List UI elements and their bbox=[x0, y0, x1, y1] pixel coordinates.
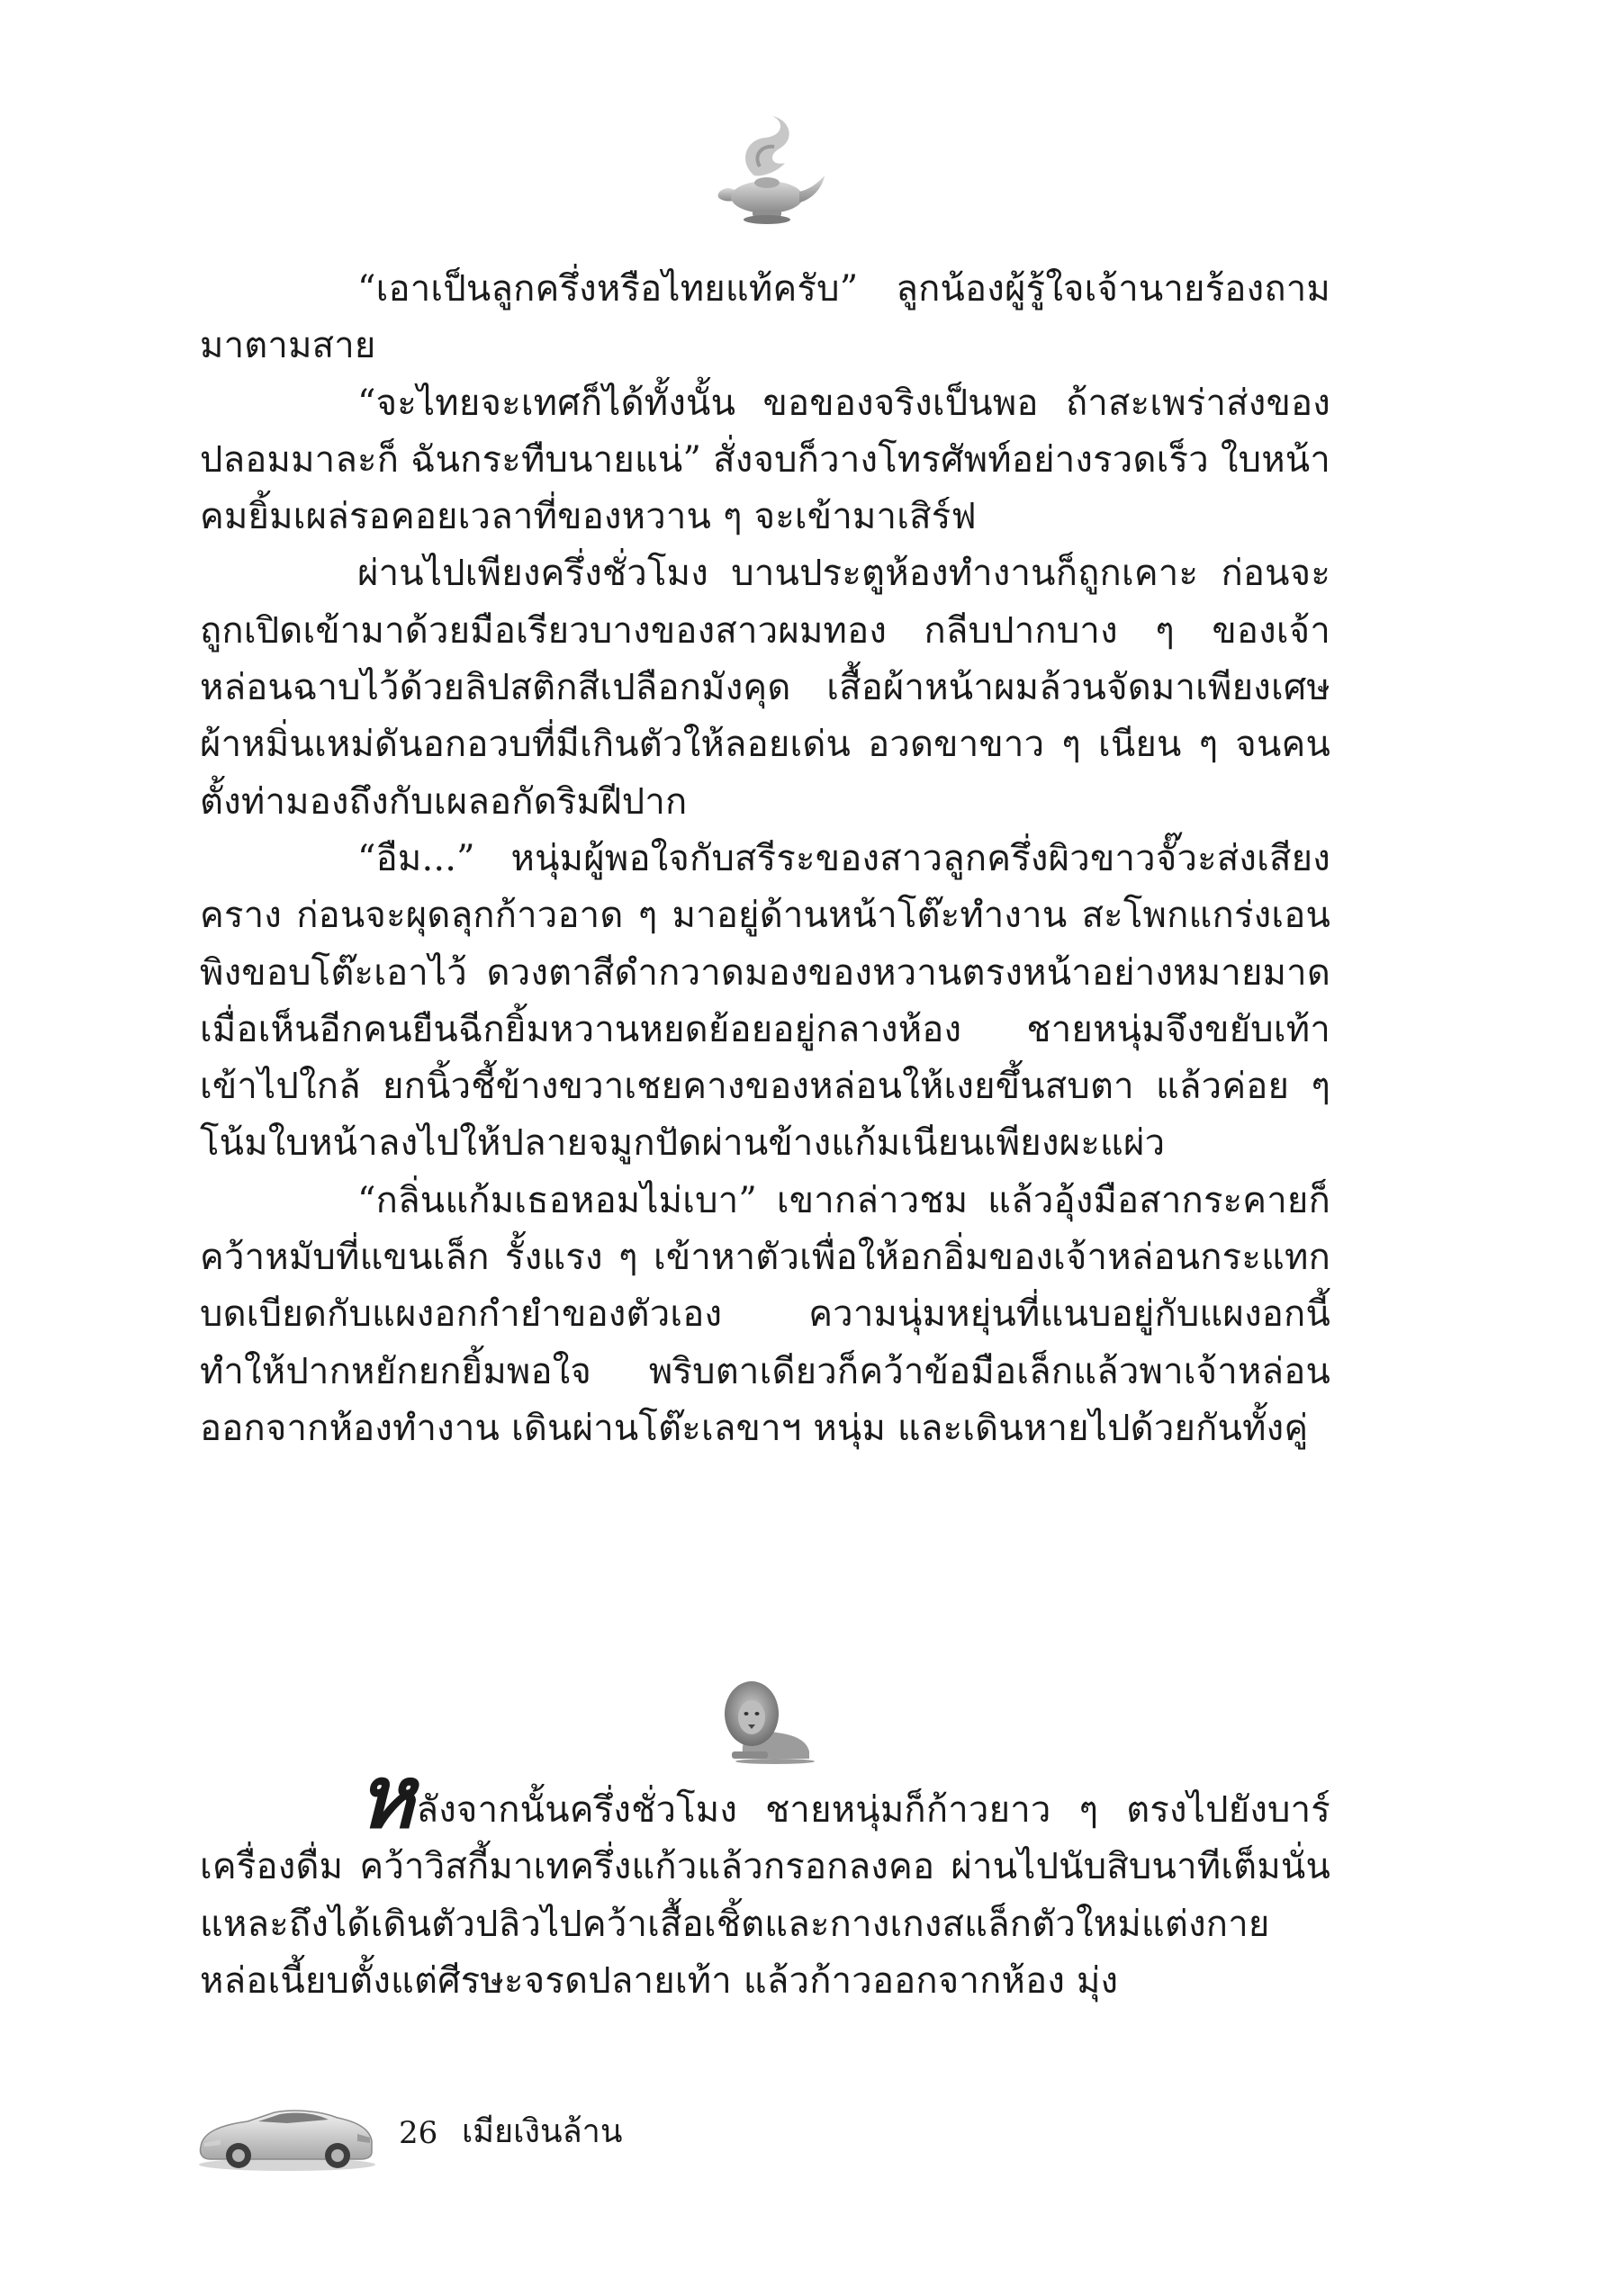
paragraph: “กลิ่นแก้มเธอหอมไม่เบา” เขากล่าวชม แล้วอุ้งมือสากระคายก็คว้าหมับที่แขนเล็ก รั้งแรง ๆ เข้าหาตัวเพื่อให้อกอิ่มของเจ้าหล่อนกระแทกบดเบียดกับแผงอกกำยำของตัวเอง ความนุ่มหยุ่นที่แนบอยู่กับแผงอกนี้ทำให้ปากหยักยกยิ้มพอใจ พริบตาเดียวก็คว้าข้อมือเล็กแล้วพาเจ้าหล่อนออกจากห้องทำงาน เดินผ่านโต๊ะเลขาฯ หนุ่ม และเดินหายไปด้วยกันทั้งคู่ bbox=[200, 1179, 1330, 1449]
paragraph: “อืม...” หนุ่มผู้พอใจกับสรีระของสาวลูกครึ่งผิวขาวจั๊วะส่งเสียงคราง ก่อนจะผุดลุกก้าวอาด ๆ มาอยู่ด้านหน้าโต๊ะทำงาน สะโพกแกร่งเอนพิงขอบโต๊ะเอาไว้ ดวงตาสีดำกวาดมองของหวานตรงหน้าอย่างหมายมาด เมื่อเห็นอีกคนยืนฉีกยิ้มหวานหยดย้อยอยู่กลางห้อง ชายหนุ่มจึงขยับเท้าเข้าไปใกล้ ยกนิ้วชี้ข้างขวาเชยคางของหล่อนให้เงยขึ้นสบตา แล้วค่อย ๆ โน้มใบหน้าลงไปให้ปลายจมูกปัดผ่านข้างแก้มเนียนเพียงผะแผ่ว bbox=[200, 837, 1330, 1165]
page-number: 26 bbox=[399, 2115, 438, 2151]
body-text-block-2 bbox=[200, 1746, 1330, 2010]
lion-icon bbox=[716, 1674, 815, 1764]
page-footer bbox=[194, 2093, 824, 2174]
body-text-block-1 bbox=[200, 261, 1330, 1457]
paragraph: “จะไทยจะเทศก็ได้ทั้งนั้น ขอของจริงเป็นพอ ถ้าสะเพร่าส่งของปลอมมาละก็ ฉันกระทืบนายแน่” สั่งจบก็วางโทรศัพท์อย่างรวดเร็ว ใบหน้าคมยิ้มเผล่รอคอยเวลาที่ของหวาน ๆ จะเข้ามาเสิร์ฟ bbox=[200, 382, 1330, 538]
paragraph bbox=[200, 1746, 1330, 2010]
paragraph-text: ลังจากนั้นครึ่งชั่วโมง ชายหนุ่มก็ก้าวยาว ๆ ตรงไปยังบาร์เครื่องดื่ม คว้าวิสกี้มาเทครึ่งแก้วแล้วกรอกลงคอ ผ่านไปนับสิบนาทีเต็มนั่นแหละถึงได้เดินตัวปลิวไปคว้าเสื้อเชิ้ตและกางเกงสแล็กตัวใหม่แต่งกายหล่อเนี้ยบตั้งแต่ศีรษะจรดปลายเท้า แล้วก้าวออกจากห้อง มุ่ง bbox=[200, 1789, 1330, 2002]
lamp-icon bbox=[702, 113, 828, 230]
paragraph: “เอาเป็นลูกครึ่งหรือไทยแท้ครับ” ลูกน้องผู้รู้ใจเจ้านายร้องถามมาตามสาย bbox=[200, 268, 1330, 367]
car-icon bbox=[194, 2093, 378, 2174]
drop-cap: ห bbox=[357, 1746, 415, 1848]
book-title: เมียเงินล้าน bbox=[462, 2113, 623, 2150]
paragraph: ผ่านไปเพียงครึ่งชั่วโมง บานประตูห้องทำงานก็ถูกเคาะ ก่อนจะถูกเปิดเข้ามาด้วยมือเรียวบางของสาวผมทอง กลีบปากบาง ๆ ของเจ้าหล่อนฉาบไว้ด้วยลิปสติกสีเปลือกมังคุด เสื้อผ้าหน้าผมล้วนจัดมาเพียงเศษผ้าหมิ่นเหม่ดันอกอวบที่มีเกินตัวให้ลอยเด่น อวดขาขาว ๆ เนียน ๆ จนคนตั้งท่ามองถึงกับเผลอกัดริมฝีปาก bbox=[200, 553, 1330, 823]
